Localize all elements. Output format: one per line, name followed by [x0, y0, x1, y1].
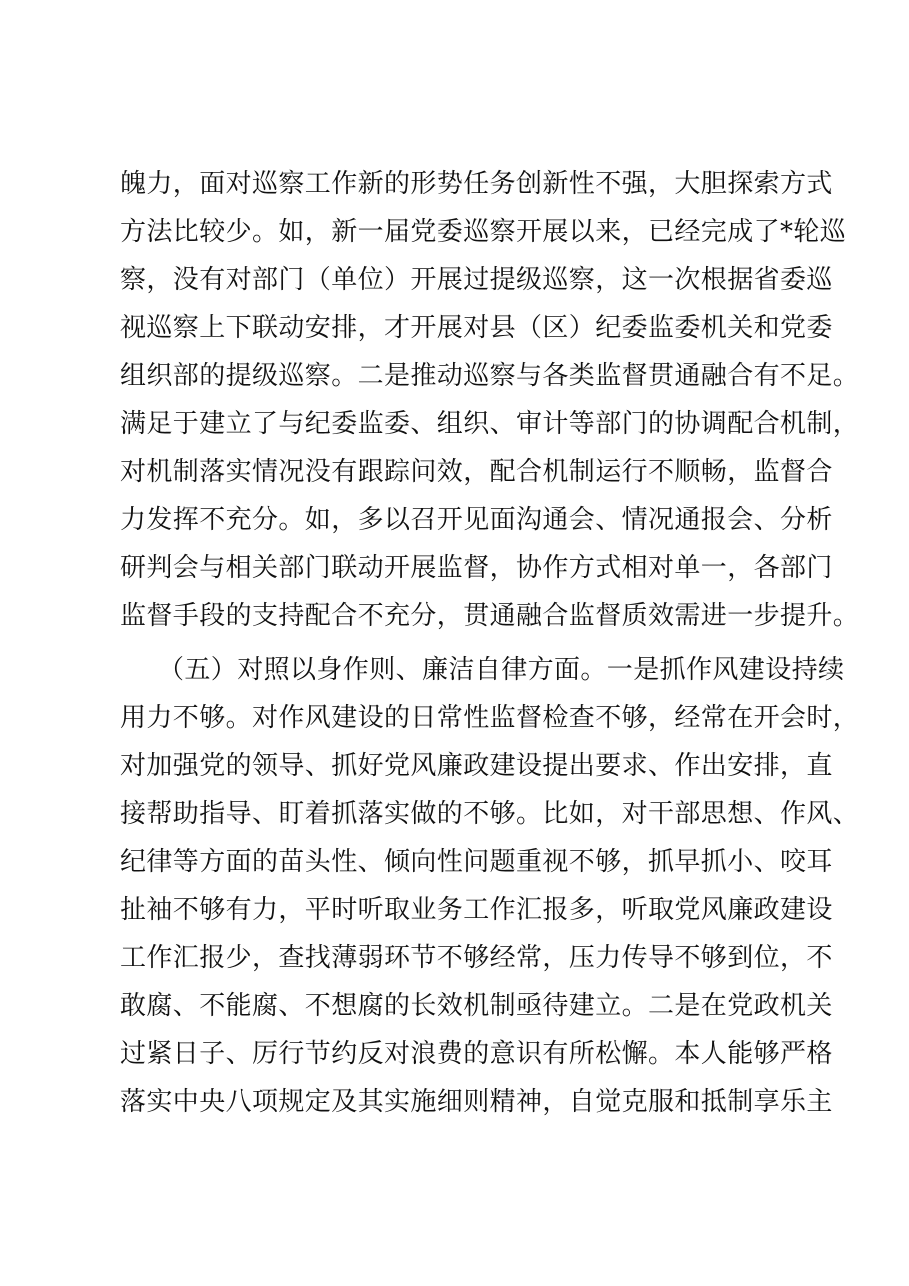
text-line: 过紧日子、厉行节约反对浪费的意识有所松懈。本人能够严格 — [120, 1039, 833, 1069]
text-line: 接帮助指导、盯着抓落实做的不够。比如，对干部思想、作风、 — [120, 799, 860, 829]
text-line: 纪律等方面的苗头性、倾向性问题重视不够，抓早抓小、咬耳 — [120, 847, 833, 877]
text-line: 对加强党的领导、抓好党风廉政建设提出要求、作出安排，直 — [120, 751, 833, 781]
text-line: 魄力，面对巡察工作新的形势任务创新性不强，大胆探索方式 — [120, 169, 833, 199]
text-line: 察，没有对部门（单位）开展过提级巡察，这一次根据省委巡 — [120, 265, 833, 295]
text-line: 方法比较少。如，新一届党委巡察开展以来，已经完成了*轮巡 — [120, 217, 847, 247]
text-line: 用力不够。对作风建设的日常性监督检查不够，经常在开会时， — [120, 703, 860, 733]
text-line: 组织部的提级巡察。二是推动巡察与各类监督贯通融合有不足。 — [120, 361, 860, 391]
text-line: 工作汇报少，查找薄弱环节不够经常，压力传导不够到位，不 — [120, 943, 833, 973]
text-line: 力发挥不充分。如，多以召开见面沟通会、情况通报会、分析 — [120, 505, 833, 535]
text-line: 敢腐、不能腐、不想腐的长效机制亟待建立。二是在党政机关 — [120, 991, 833, 1021]
text-line: 对机制落实情况没有跟踪问效，配合机制运行不顺畅，监督合 — [120, 457, 833, 487]
section-heading-line: （五）对照以身作则、廉洁自律方面。一是抓作风建设持续 — [158, 655, 845, 685]
text-line: 监督手段的支持配合不充分，贯通融合监督质效需进一步提升。 — [120, 601, 860, 631]
text-line: 视巡察上下联动安排，才开展对县（区）纪委监委机关和党委 — [120, 313, 833, 343]
text-line: 研判会与相关部门联动开展监督，协作方式相对单一，各部门 — [120, 553, 833, 583]
text-line: 扯袖不够有力，平时听取业务工作汇报多，听取党风廉政建设 — [120, 895, 833, 925]
text-line: 满足于建立了与纪委监委、组织、审计等部门的协调配合机制， — [120, 409, 860, 439]
text-line: 落实中央八项规定及其实施细则精神，自觉克服和抵制享乐主 — [120, 1087, 833, 1117]
